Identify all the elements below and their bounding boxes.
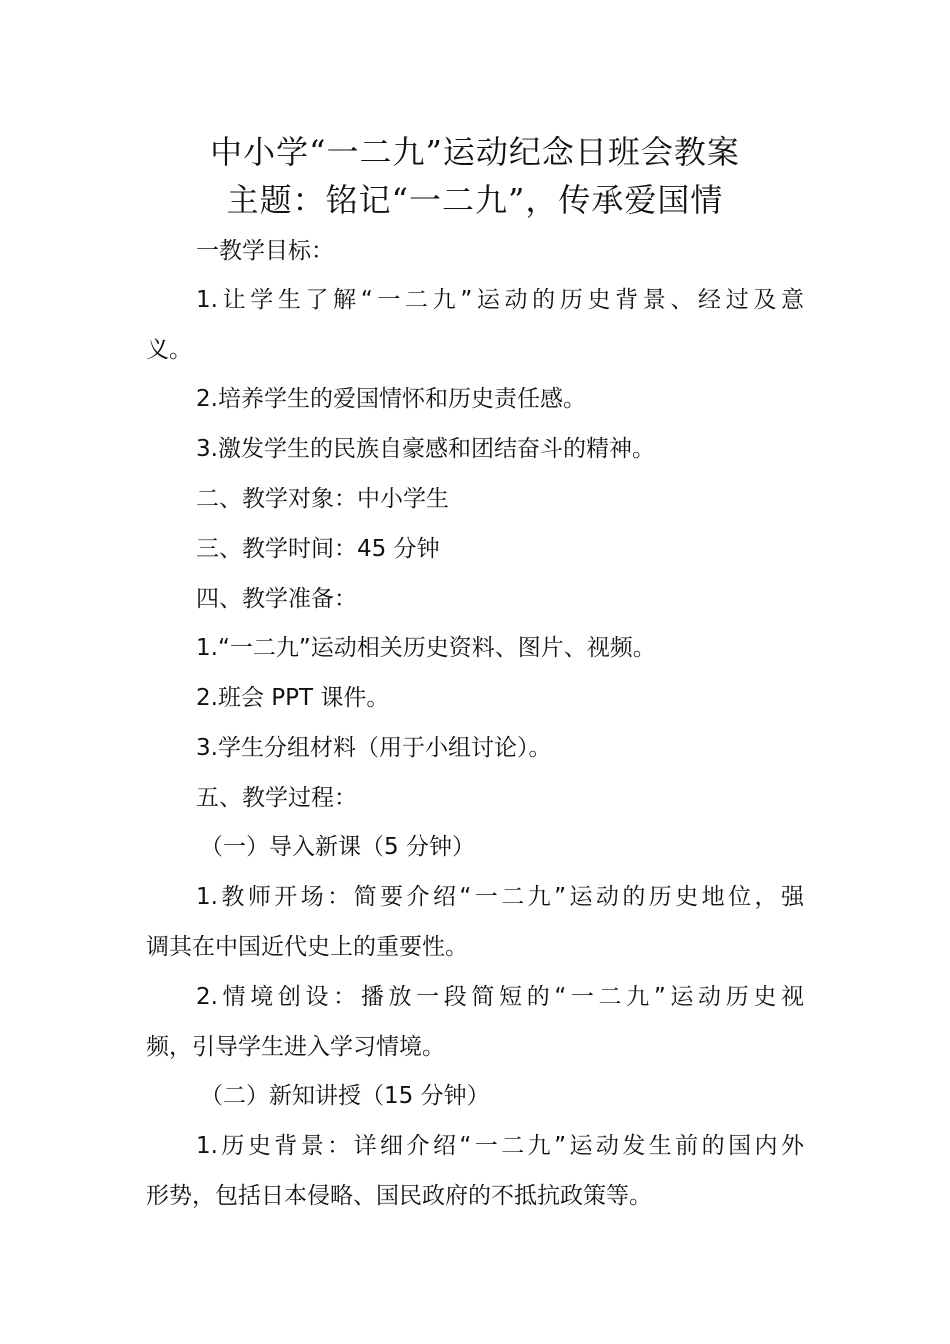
- paragraph-line: 2.培养学生的爱国情怀和历史责任感。: [196, 386, 586, 412]
- section-heading-time: 三、教学时间：45 分钟: [196, 536, 440, 562]
- section-heading-objectives: 一教学目标：: [196, 238, 334, 264]
- paragraph-line: 3.学生分组材料（用于小组讨论）。: [196, 735, 552, 761]
- paragraph-line: 1.教师开场：简要介绍“一二九”运动的历史地位，强: [196, 884, 804, 910]
- paragraph-line: 调其在中国近代史上的重要性。: [146, 934, 468, 960]
- document-title: 中小学“一二九”运动纪念日班会教案: [210, 133, 740, 171]
- paragraph-line: 3.激发学生的民族自豪感和团结奋斗的精神。: [196, 436, 655, 462]
- paragraph-line: 1.“一二九”运动相关历史资料、图片、视频。: [196, 635, 656, 661]
- subsection-heading: （一）导入新课（5 分钟）: [200, 834, 475, 860]
- section-heading-process: 五、教学过程：: [196, 785, 357, 811]
- section-heading-preparation: 四、教学准备：: [196, 586, 357, 612]
- paragraph-line: 2.情境创设：播放一段简短的“一二九”运动历史视: [196, 984, 804, 1010]
- paragraph-line: 1.历史背景：详细介绍“一二九”运动发生前的国内外: [196, 1133, 804, 1159]
- subsection-heading: （二）新知讲授（15 分钟）: [200, 1083, 490, 1109]
- paragraph-line: 2.班会 PPT 课件。: [196, 685, 390, 711]
- paragraph-line: 频，引导学生进入学习情境。: [146, 1034, 445, 1060]
- paragraph-line: 形势，包括日本侵略、国民政府的不抵抗政策等。: [146, 1183, 652, 1209]
- section-heading-audience: 二、教学对象：中小学生: [196, 486, 449, 512]
- paragraph-line: 义。: [146, 337, 192, 363]
- paragraph-line: 1.让学生了解“一二九”运动的历史背景、经过及意: [196, 287, 804, 313]
- document-subtitle: 主题：铭记“一二九”，传承爱国情: [226, 181, 724, 219]
